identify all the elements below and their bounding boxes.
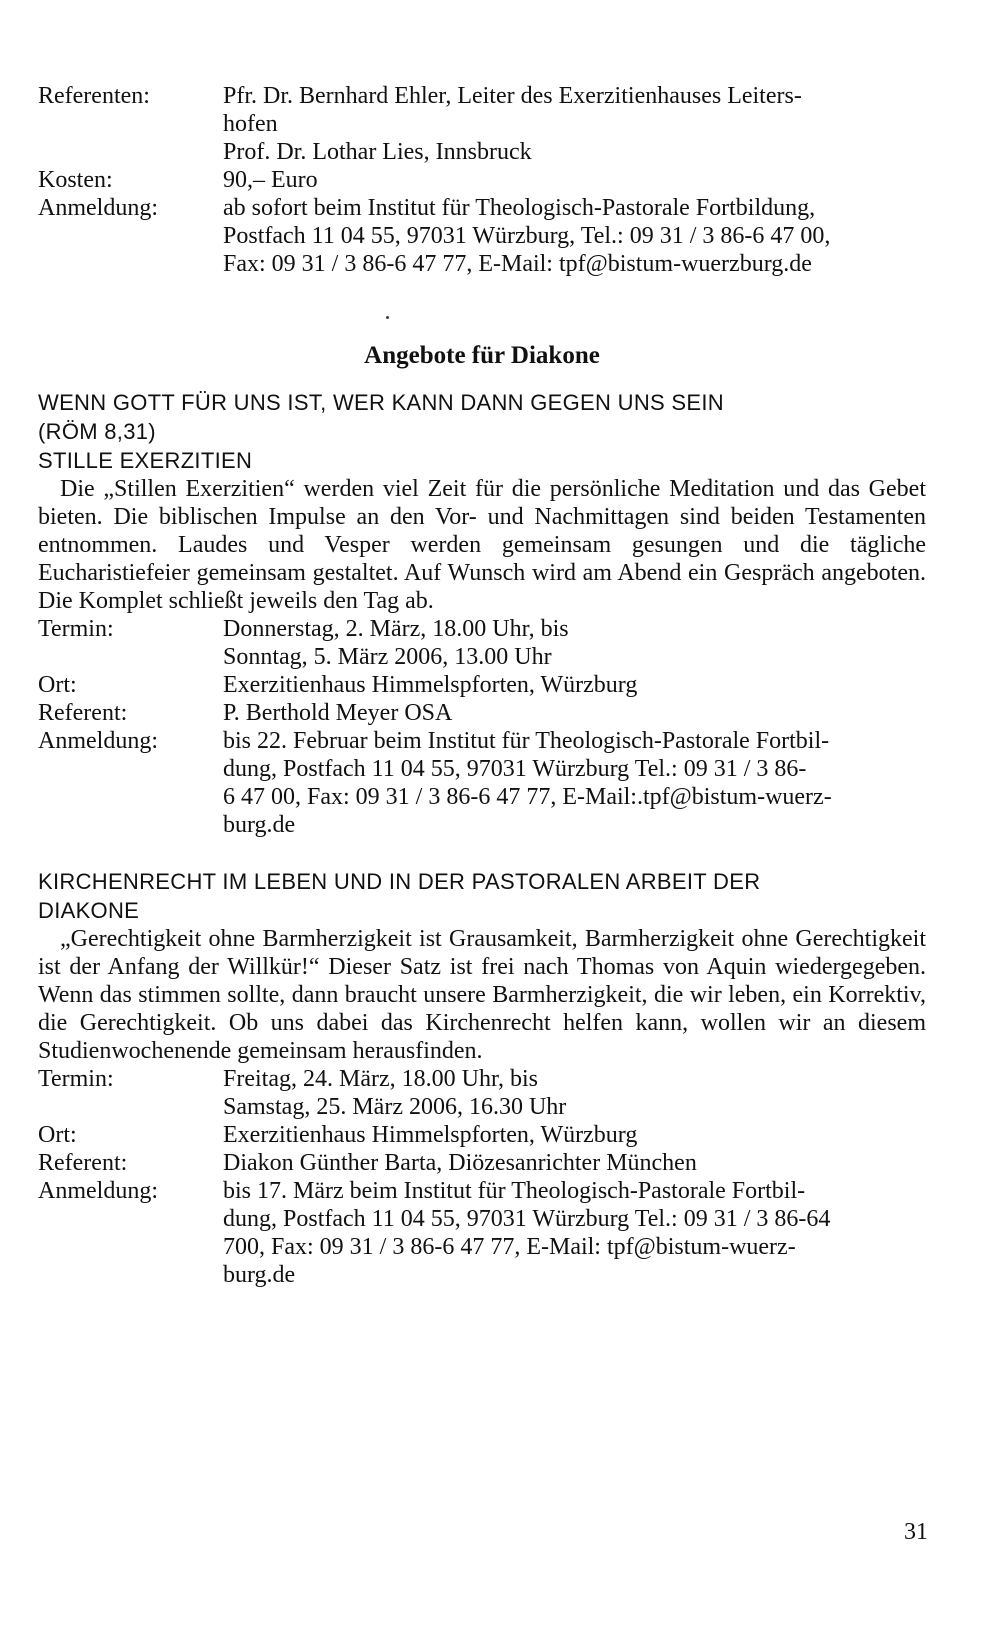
event1-description: Die „Stillen Exerzitien“ werden viel Zeit für die persönliche Meditation und das Gebet bieten. Die biblischen Impulse an den Vor- und Nachmittagen sind beiden Testamenten entnommen. Laudes und Vesper werden gemeinsam gesungen und die tägliche Eucharistiefeier gemeinsam gestaltet. Auf Wunsch wird am Abend ein Gespräch angeboten. Die Komplet schließt jeweils den Tag ab. (38, 476, 926, 614)
event2-label: Referent: (38, 1150, 128, 1176)
document-page (38, 82, 926, 1289)
intro-row (38, 166, 926, 194)
event2-label: Termin: (38, 1066, 114, 1092)
event1-title-line: WENN GOTT FÜR UNS IST, WER KANN DANN GEGEN UNS SEIN (38, 390, 724, 415)
intro-value (223, 194, 926, 278)
intro-label: Referenten: (38, 83, 150, 109)
event1-value-line: dung, Postfach 11 04 55, 97031 Würzburg Tel.: 09 31 / 3 86- (223, 756, 807, 782)
event2-value-line: dung, Postfach 11 04 55, 97031 Würzburg Tel.: 09 31 / 3 86-64 (223, 1206, 831, 1232)
event1-value (223, 727, 926, 839)
event2-info-table (38, 1065, 926, 1289)
event1-value (223, 615, 926, 671)
event2-value-line: Diakon Günther Barta, Diözesanrichter München (223, 1150, 697, 1176)
section-heading: Angebote für Diakone (364, 342, 600, 369)
intro-value (223, 166, 926, 194)
event1-title (38, 388, 926, 475)
event1-value-line: bis 22. Februar beim Institut für Theologisch-Pastorale Fortbil- (223, 728, 830, 754)
event2-value (223, 1149, 926, 1177)
event1-value (223, 699, 926, 727)
intro-value-line: Fax: 09 31 / 3 86-6 47 77, E-Mail: tpf@bistum-wuerzburg.de (223, 251, 812, 277)
intro-info-table (38, 82, 926, 278)
event1-value-line: Sonntag, 5. März 2006, 13.00 Uhr (223, 644, 552, 670)
event2-title (38, 867, 926, 925)
event1-label: Referent: (38, 700, 128, 726)
event2-value-line: Samstag, 25. März 2006, 16.30 Uhr (223, 1094, 567, 1120)
event2-description: „Gerechtigkeit ohne Barmherzigkeit ist Grausamkeit, Barmherzigkeit ohne Gerechtigkeit ist der Anfang der Willkür!“ Dieser Satz ist frei nach Thomas von Aquin wiedergegeben. Wenn das stimmen sollte, dann braucht unsere Barmherzigkeit, die wir leben, ein Korrektiv, die Gerechtigkeit. Ob uns dabei das Kirchenrecht helfen kann, wollen wir an diesem Studienwochenende gemeinsam herausfinden. (38, 926, 926, 1064)
intro-value (223, 82, 926, 166)
event2-row (38, 1149, 926, 1177)
event2-value-line: Exerzitienhaus Himmelspforten, Würzburg (223, 1122, 638, 1148)
event1-row (38, 615, 926, 671)
event2-title-line: DIAKONE (38, 898, 140, 923)
event2-label: Anmeldung: (38, 1178, 158, 1204)
event2-row (38, 1065, 926, 1121)
event2-row (38, 1177, 926, 1289)
event1-value (223, 671, 926, 699)
event1-row (38, 727, 926, 839)
intro-value-line: Postfach 11 04 55, 97031 Würzburg, Tel.: 09 31 / 3 86-6 47 00, (223, 223, 831, 249)
event1-label: Anmeldung: (38, 728, 158, 754)
event2-value (223, 1065, 926, 1121)
event1-label: Ort: (38, 672, 77, 698)
intro-value-line: ab sofort beim Institut für Theologisch-Pastorale Fortbildung, (223, 195, 816, 221)
event2-label: Ort: (38, 1122, 77, 1148)
event1-title-line: (RÖM 8,31) (38, 419, 156, 444)
intro-value-line: Prof. Dr. Lothar Lies, Innsbruck (223, 139, 532, 165)
event2-value-line: burg.de (223, 1262, 296, 1288)
event2-value-line: Freitag, 24. März, 18.00 Uhr, bis (223, 1066, 538, 1092)
intro-row (38, 194, 926, 278)
intro-value-line: 90,– Euro (223, 167, 318, 193)
intro-row (38, 82, 926, 166)
intro-value-line: hofen (223, 111, 278, 137)
event2-row (38, 1121, 926, 1149)
event1-row (38, 699, 926, 727)
event1-row (38, 671, 926, 699)
event2-value-line: bis 17. März beim Institut für Theologisch-Pastorale Fortbil- (223, 1178, 806, 1204)
event2-title-line: KIRCHENRECHT IM LEBEN UND IN DER PASTORALEN ARBEIT DER (38, 869, 761, 894)
event1-value-line: burg.de (223, 812, 296, 838)
event2-value (223, 1177, 926, 1289)
event1-value-line: Donnerstag, 2. März, 18.00 Uhr, bis (223, 616, 569, 642)
intro-label: Anmeldung: (38, 195, 158, 221)
page-number: 31 (904, 1519, 928, 1545)
event1-title-line: STILLE EXERZITIEN (38, 448, 253, 473)
event1-label: Termin: (38, 616, 114, 642)
event1-value-line: 6 47 00, Fax: 09 31 / 3 86-6 47 77, E-Mail:.tpf@bistum-wuerz- (223, 784, 832, 810)
event2-value (223, 1121, 926, 1149)
intro-value-line: Pfr. Dr. Bernhard Ehler, Leiter des Exerzitienhauses Leiters- (223, 83, 802, 109)
event1-value-line: P. Berthold Meyer OSA (223, 700, 453, 726)
event1-info-table (38, 615, 926, 839)
event1-value-line: Exerzitienhaus Himmelspforten, Würzburg (223, 672, 638, 698)
intro-label: Kosten: (38, 167, 113, 193)
event2-value-line: 700, Fax: 09 31 / 3 86-6 47 77, E-Mail: tpf@bistum-wuerz- (223, 1234, 796, 1260)
